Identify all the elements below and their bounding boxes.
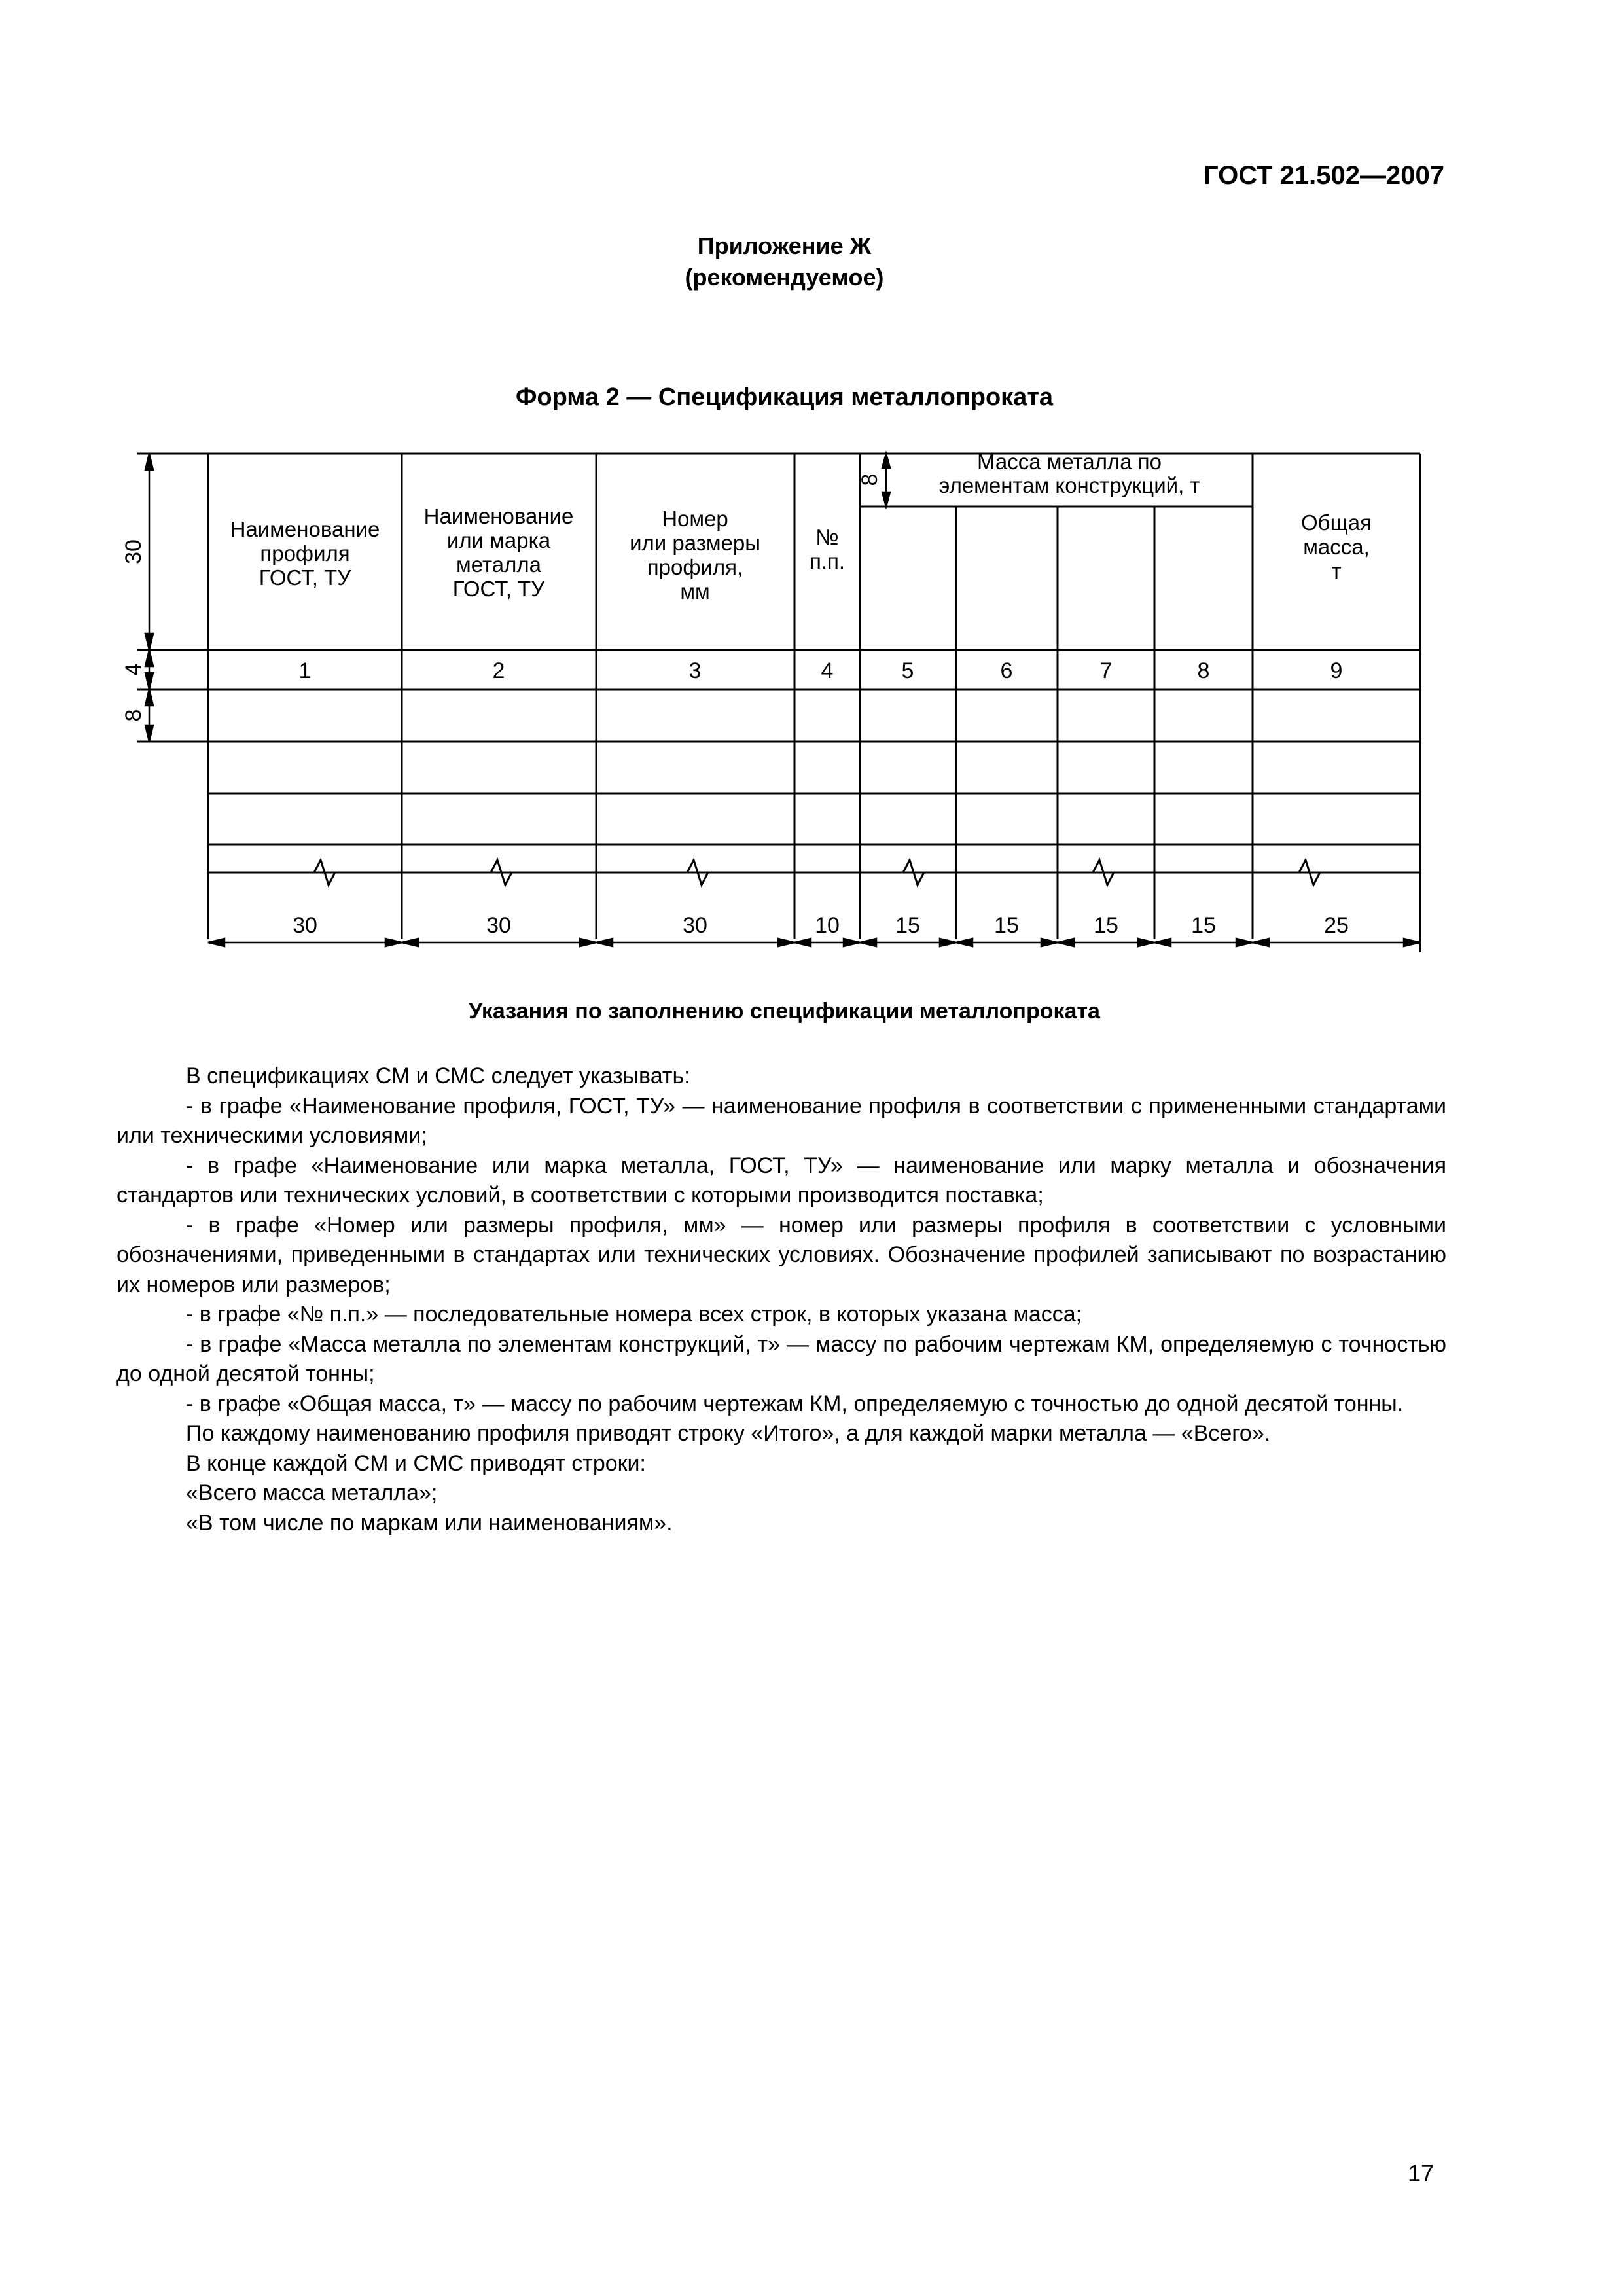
col-width-9: 25 [1324,913,1349,938]
instruction-paragraph: «В том числе по маркам или наименованиям». [186,1510,673,1535]
col4-header-line-2: п.п. [809,549,846,573]
col9-header-line-2: масса, [1303,535,1370,559]
col-number-1: 1 [298,658,312,683]
instruction-paragraph: По каждому наименованию профиля приводят строку «Итого», а для каждой марки металла — «Всего». [186,1421,1271,1446]
col1-header-line-1: Наименование [230,517,380,541]
instruction-paragraph: - в графе «Общая масса, т» — массу по рабочим чертежам КМ, определяемую с точностью до одной десятой тонны. [186,1391,1404,1416]
instruction-paragraph: - в графе «Номер или размеры профиля, мм» — номер или размеры профиля в соответствии с условными обозначениями, приведенными в стандартах или технических условиях. Обозначение профилей записывают по возрастанию их номеров или размеров; [116,1212,1446,1297]
col4-header-line-1: № [815,525,839,549]
specification-form-drawing [0,0,1623,982]
col3-header-line-2: или размеры [630,531,760,555]
col3-header-line-3: профиля, [647,555,743,579]
col2-header-line-4: ГОСТ, ТУ [452,577,545,601]
mass-group-header-line-1: Масса металла по [976,450,1162,474]
instruction-paragraph: - в графе «№ п.п.» — последовательные номера всех строк, в которых указана масса; [186,1302,1082,1327]
instructions-body [116,1062,1446,1538]
instructions-title: Указания по заполнению спецификации металлопроката [469,999,1100,1024]
col-width-7: 15 [1094,913,1118,938]
column-dimensions [208,939,1420,946]
col2-header-line-2: или марка [446,528,551,552]
col-number-3: 3 [688,658,702,683]
instruction-paragraph: - в графе «Масса металла по элементам конструкций, т» — массу по рабочим чертежам КМ, определяемую с точностью до одной десятой тонны; [116,1331,1446,1386]
page-number: 17 [1407,2160,1434,2187]
appendix-note: (рекомендуемое) [685,264,884,291]
col-width-6: 15 [994,913,1019,938]
instruction-paragraph: В конце каждой СМ и СМС приводят строки: [186,1450,646,1476]
instruction-paragraph: «Всего масса металла»; [186,1480,438,1505]
col9-header-line-1: Общая [1301,511,1372,535]
col-number-2: 2 [492,658,505,683]
col-width-8: 15 [1191,913,1216,938]
col3-header-line-1: Номер [662,507,728,531]
col-number-8: 8 [1197,658,1210,683]
dim-row-height: 8 [121,709,146,722]
column-width-labels [293,913,1349,938]
col-number-5: 5 [901,658,914,683]
document-code: ГОСТ 21.502—2007 [1203,161,1444,190]
instruction-paragraph: - в графе «Наименование профиля, ГОСТ, ТУ» — наименование профиля в соответствии с примененными стандартами или техническими условиями; [116,1093,1446,1148]
instruction-paragraph: В спецификациях СМ и СМС следует указывать: [186,1064,690,1088]
col-width-5: 15 [895,913,920,938]
col2-header-line-3: металла [456,552,541,577]
dim-header-height: 30 [121,539,146,564]
instruction-paragraph: - в графе «Наименование или марка металла, ГОСТ, ТУ» — наименование или марку металла и обозначения стандартов или технических условий, в соответствии с которыми производится поставка; [116,1153,1446,1208]
col-width-4: 10 [815,913,840,938]
col-width-2: 30 [486,913,511,938]
col-width-1: 30 [293,913,317,938]
appendix-title: Приложение Ж [697,232,872,259]
dim-numbers-height: 4 [121,663,146,676]
col9-header-line-3: т [1331,559,1342,583]
mass-group-header-line-2: элементам конструкций, т [938,473,1200,497]
col-number-7: 7 [1099,658,1113,683]
column-number-row [299,658,1343,683]
form-title: Форма 2 — Спецификация металлопроката [515,384,1054,411]
col-number-4: 4 [821,658,834,683]
col1-header-line-3: ГОСТ, ТУ [259,565,351,590]
col-number-9: 9 [1330,658,1343,683]
dim-group-height: 8 [857,473,882,486]
col-number-6: 6 [1000,658,1013,683]
col2-header-line-1: Наименование [423,504,574,528]
col3-header-line-4: мм [680,579,710,603]
col-width-3: 30 [683,913,707,938]
col1-header-line-2: профиля [260,541,350,565]
